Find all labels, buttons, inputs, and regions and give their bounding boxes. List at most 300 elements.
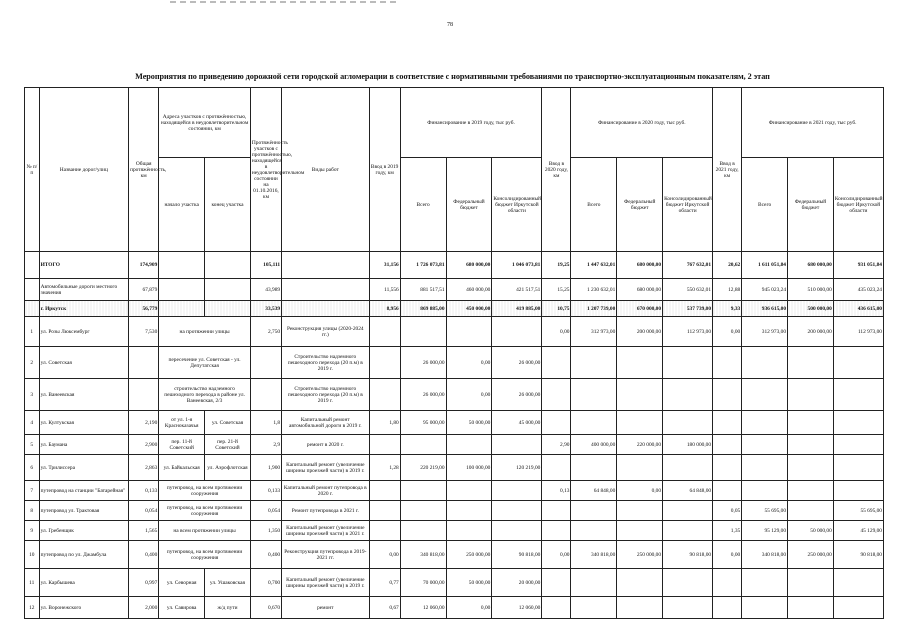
header-fin-2019: Финансирование в 2019 году, тыс руб.	[400, 88, 542, 158]
page-title: Мероприятия по приведению дорожной сети городской агломерации в соответствие с нормативными требованиями по транспортно-эксплуатационным показателям, 2 этап	[135, 72, 770, 81]
input-2019: 1,80	[369, 411, 400, 435]
works-type	[282, 301, 369, 317]
header-federal-2020: Федеральный бюджет	[617, 158, 663, 252]
total-2019	[400, 501, 446, 521]
consolidated-2021	[833, 455, 883, 481]
consolidated-2019: 419 885,00	[492, 301, 542, 317]
section-end: ул. Советская	[205, 411, 251, 435]
header-works: Виды работ	[282, 88, 369, 252]
federal-2021	[788, 569, 834, 597]
header-total-2019: Всего	[400, 158, 446, 252]
input-2020: 19,25	[542, 252, 571, 279]
works-type: Строительство надземного пешеходного перехода (20 п.м) в 2019 г.	[282, 347, 369, 379]
roads-table	[24, 87, 884, 619]
section-address: путепровод, на всем протяжении сооружения	[159, 481, 251, 501]
header-consolidated-2020: Консолидированный бюджет Иркутской области	[663, 158, 713, 252]
road-name: Автомобильные дороги местного значения	[39, 279, 129, 301]
input-2020: 10,75	[542, 301, 571, 317]
works-type: Капитальный ремонт путепровода в 2020 г.	[282, 481, 369, 501]
table-row	[25, 279, 884, 301]
total-2021	[742, 411, 788, 435]
input-2019: 0,00	[369, 541, 400, 569]
bad-length: 105,111	[250, 252, 281, 279]
total-2021: 55 695,00	[742, 501, 788, 521]
section-end: ул. Аэрофлотская	[205, 455, 251, 481]
row-number: 6	[25, 455, 40, 481]
federal-2019: 100 000,00	[446, 455, 492, 481]
section-start: ул. Савирова	[159, 597, 205, 619]
input-2020: 2,90	[542, 435, 571, 455]
consolidated-2019: 26 000,00	[492, 347, 542, 379]
input-2019	[369, 317, 400, 347]
section-end	[205, 252, 251, 279]
road-name: ул. Воронежского	[39, 597, 129, 619]
consolidated-2021	[833, 435, 883, 455]
consolidated-2021	[833, 597, 883, 619]
consolidated-2020: 112 973,00	[663, 317, 713, 347]
federal-2019	[446, 435, 492, 455]
total-2019	[400, 521, 446, 541]
input-2021: 20,62	[713, 252, 742, 279]
total-length: 2,863	[129, 455, 159, 481]
header-num: № п/п	[25, 88, 40, 252]
total-2020	[571, 597, 617, 619]
table-row	[25, 435, 884, 455]
total-length: 174,909	[129, 252, 159, 279]
consolidated-2021	[833, 569, 883, 597]
road-name: путепровод ул. Трактовая	[39, 501, 129, 521]
federal-2021: 500 000,00	[788, 301, 834, 317]
federal-2020	[617, 521, 663, 541]
table-row	[25, 411, 884, 435]
total-length: 0,133	[129, 481, 159, 501]
row-number: 12	[25, 597, 40, 619]
total-2021	[742, 481, 788, 501]
consolidated-2020	[663, 455, 713, 481]
consolidated-2019	[492, 501, 542, 521]
total-length	[129, 379, 159, 411]
federal-2021	[788, 455, 834, 481]
table-body	[25, 252, 884, 619]
table-row	[25, 501, 884, 521]
federal-2019	[446, 501, 492, 521]
header-input-2021: Ввод в 2021 году, км	[713, 88, 742, 252]
bad-length: 0,133	[250, 481, 281, 501]
header-federal-2021: Федеральный бюджет	[788, 158, 834, 252]
row-number: 11	[25, 569, 40, 597]
header-total-2020: Всего	[571, 158, 617, 252]
federal-2020	[617, 347, 663, 379]
table-row	[25, 347, 884, 379]
input-2020: 0,00	[542, 541, 571, 569]
total-length: 0,997	[129, 569, 159, 597]
federal-2021	[788, 379, 834, 411]
federal-2020: 680 000,00	[617, 279, 663, 301]
header-fin-2021: Финансирование в 2021 году, тыс руб.	[742, 88, 884, 158]
consolidated-2019: 90 818,00	[492, 541, 542, 569]
federal-2020	[617, 597, 663, 619]
federal-2019: 0,00	[446, 597, 492, 619]
input-2019	[369, 481, 400, 501]
row-number: 2	[25, 347, 40, 379]
road-name: ул. Ванеевская	[39, 379, 129, 411]
header-end: конец участка	[205, 158, 251, 252]
works-type: Капитальный ремонт (увеличение ширины проезжей части) в 2019 г.	[282, 455, 369, 481]
bad-length: 2,750	[250, 317, 281, 347]
input-2019	[369, 435, 400, 455]
scan-artifact	[170, 1, 400, 3]
row-number: 1	[25, 317, 40, 347]
total-2019	[400, 481, 446, 501]
input-2021	[713, 481, 742, 501]
total-2021	[742, 435, 788, 455]
federal-2020: 200 000,00	[617, 317, 663, 347]
section-start: ул. Севорная	[159, 569, 205, 597]
works-type: Строительство надземного пешеходного перехода (20 п.м) в 2019 г.	[282, 379, 369, 411]
works-type	[282, 252, 369, 279]
bad-length: 0,700	[250, 569, 281, 597]
input-2019: 1,28	[369, 455, 400, 481]
federal-2020	[617, 569, 663, 597]
federal-2021	[788, 597, 834, 619]
works-type: Капитальный ремонт (увеличение ширины проезжей части) в 2019 г.	[282, 569, 369, 597]
header-input-2020: Ввод в 2020 году, км	[542, 88, 571, 252]
federal-2021: 510 000,00	[788, 279, 834, 301]
total-2021: 936 615,00	[742, 301, 788, 317]
federal-2019	[446, 317, 492, 347]
consolidated-2021	[833, 379, 883, 411]
bad-length: 0,400	[250, 541, 281, 569]
input-2020: 0,13	[542, 481, 571, 501]
row-number: 3	[25, 379, 40, 411]
section-end: пер. 21-й Советский	[205, 435, 251, 455]
total-length: 1,565	[129, 521, 159, 541]
consolidated-2020: 90 818,00	[663, 541, 713, 569]
total-length: 2,190	[129, 411, 159, 435]
total-2020	[571, 411, 617, 435]
total-2020	[571, 521, 617, 541]
total-2021: 95 129,00	[742, 521, 788, 541]
row-number: 7	[25, 481, 40, 501]
road-name: ул. Розы Люксембург	[39, 317, 129, 347]
section-end	[205, 279, 251, 301]
consolidated-2020: 767 632,01	[663, 252, 713, 279]
section-address: пересечение ул. Советская - ул. Депутатская	[159, 347, 251, 379]
input-2020: 0,00	[542, 317, 571, 347]
road-name: ул. Гребенщик	[39, 521, 129, 541]
consolidated-2020: 64 848,00	[663, 481, 713, 501]
total-2020: 64 848,00	[571, 481, 617, 501]
input-2019: 31,156	[369, 252, 400, 279]
input-2021	[713, 435, 742, 455]
road-name: ул. Култукская	[39, 411, 129, 435]
header-input-2019: Ввод в 2019 году, км	[369, 88, 400, 252]
table-row	[25, 455, 884, 481]
section-address: путепровод, на всем протяжении сооружения	[159, 541, 251, 569]
consolidated-2020: 180 000,00	[663, 435, 713, 455]
federal-2020	[617, 411, 663, 435]
total-2019: 869 885,00	[400, 301, 446, 317]
consolidated-2019	[492, 521, 542, 541]
input-2019	[369, 521, 400, 541]
bad-length	[250, 379, 281, 411]
federal-2021: 200 000,00	[788, 317, 834, 347]
total-2021	[742, 455, 788, 481]
road-name: путепровод по ул. Джамбула	[39, 541, 129, 569]
section-start	[159, 301, 205, 317]
total-2021: 1 611 051,84	[742, 252, 788, 279]
federal-2020	[617, 379, 663, 411]
total-2019: 12 060,00	[400, 597, 446, 619]
consolidated-2019: 421 517,51	[492, 279, 542, 301]
federal-2021	[788, 411, 834, 435]
total-2020: 400 000,00	[571, 435, 617, 455]
total-2020	[571, 347, 617, 379]
consolidated-2020: 537 739,00	[663, 301, 713, 317]
table-row	[25, 379, 884, 411]
section-end	[205, 301, 251, 317]
consolidated-2019	[492, 435, 542, 455]
table-row	[25, 569, 884, 597]
header-fin-2020: Финансирование в 2020 году, тыс руб.	[571, 88, 713, 158]
consolidated-2019: 12 060,00	[492, 597, 542, 619]
federal-2020: 680 000,00	[617, 252, 663, 279]
federal-2020: 0,00	[617, 481, 663, 501]
input-2019: 8,956	[369, 301, 400, 317]
federal-2019: 0,00	[446, 347, 492, 379]
bad-length: 1,8	[250, 411, 281, 435]
consolidated-2019: 1 046 073,81	[492, 252, 542, 279]
road-name: ул. Советская	[39, 347, 129, 379]
input-2020: 15,25	[542, 279, 571, 301]
input-2019	[369, 501, 400, 521]
total-2021: 945 023,24	[742, 279, 788, 301]
input-2021	[713, 379, 742, 411]
consolidated-2019: 120 219,00	[492, 455, 542, 481]
page-number: 78	[447, 22, 453, 28]
row-number	[25, 252, 40, 279]
works-type: Капитальный ремонт (увеличение ширины проезжей части) в 2021 г.	[282, 521, 369, 541]
table-row	[25, 481, 884, 501]
bad-length: 43,989	[250, 279, 281, 301]
header-address-group: Адреса участков с протяжённостью, находящейся в неудовлетворительном состоянии, км	[159, 88, 251, 158]
table-row	[25, 597, 884, 619]
header-start: начало участка	[159, 158, 205, 252]
federal-2021: 680 000,00	[788, 252, 834, 279]
input-2021	[713, 597, 742, 619]
total-2019: 26 000,00	[400, 379, 446, 411]
row-number: 5	[25, 435, 40, 455]
federal-2019	[446, 481, 492, 501]
consolidated-2020: 550 632,01	[663, 279, 713, 301]
total-2019: 220 219,00	[400, 455, 446, 481]
header-bad-length: Протяжённость участков с протяжённостью, находящейся в неудовлетворительном состоянии на 01.10.2016, км	[250, 88, 281, 252]
input-2021: 0,00	[713, 541, 742, 569]
consolidated-2021: 112 973,00	[833, 317, 883, 347]
consolidated-2020	[663, 569, 713, 597]
federal-2019: 0,00	[446, 379, 492, 411]
works-type: ремонт в 2020 г.	[282, 435, 369, 455]
federal-2019: 680 000,00	[446, 252, 492, 279]
total-2019: 340 818,00	[400, 541, 446, 569]
table-row	[25, 301, 884, 317]
input-2021	[713, 455, 742, 481]
input-2020	[542, 597, 571, 619]
consolidated-2021: 435 023,24	[833, 279, 883, 301]
row-number	[25, 279, 40, 301]
total-2020: 1 447 632,01	[571, 252, 617, 279]
federal-2020: 670 000,00	[617, 301, 663, 317]
input-2020	[542, 411, 571, 435]
total-2019	[400, 317, 446, 347]
total-2019	[400, 435, 446, 455]
works-type	[282, 279, 369, 301]
consolidated-2019	[492, 481, 542, 501]
total-length: 2,900	[129, 435, 159, 455]
header-name: Название дорог/улиц	[39, 88, 129, 252]
table-row	[25, 317, 884, 347]
input-2021	[713, 347, 742, 379]
total-2020: 312 973,00	[571, 317, 617, 347]
federal-2021	[788, 501, 834, 521]
input-2020	[542, 347, 571, 379]
section-start: от ул. 1-я Красноказачья	[159, 411, 205, 435]
total-2021	[742, 569, 788, 597]
federal-2019	[446, 521, 492, 541]
total-2021	[742, 379, 788, 411]
section-start	[159, 279, 205, 301]
total-length: 67,879	[129, 279, 159, 301]
consolidated-2019: 26 000,00	[492, 379, 542, 411]
bad-length: 1,350	[250, 521, 281, 541]
federal-2021	[788, 481, 834, 501]
table-row	[25, 541, 884, 569]
consolidated-2021: 90 818,00	[833, 541, 883, 569]
consolidated-2020	[663, 521, 713, 541]
consolidated-2020	[663, 347, 713, 379]
input-2020	[542, 501, 571, 521]
input-2020	[542, 521, 571, 541]
consolidated-2019: 45 000,00	[492, 411, 542, 435]
consolidated-2021: 55 695,00	[833, 501, 883, 521]
road-name: г. Иркутск	[39, 301, 129, 317]
input-2021	[713, 569, 742, 597]
road-name: ул. Баумана	[39, 435, 129, 455]
total-2019: 26 000,00	[400, 347, 446, 379]
federal-2020: 220 000,00	[617, 435, 663, 455]
total-2020	[571, 379, 617, 411]
federal-2020	[617, 501, 663, 521]
row-number	[25, 301, 40, 317]
section-start	[159, 252, 205, 279]
input-2021: 0,05	[713, 501, 742, 521]
section-start: пер. 11-й Советский	[159, 435, 205, 455]
federal-2020	[617, 455, 663, 481]
row-number: 8	[25, 501, 40, 521]
road-name: ул. Трилиссера	[39, 455, 129, 481]
input-2019: 0,67	[369, 597, 400, 619]
consolidated-2020	[663, 379, 713, 411]
row-number: 4	[25, 411, 40, 435]
bad-length: 0,670	[250, 597, 281, 619]
road-name: ИТОГО	[39, 252, 129, 279]
total-2019: 95 000,00	[400, 411, 446, 435]
total-2020	[571, 569, 617, 597]
federal-2021	[788, 347, 834, 379]
consolidated-2020	[663, 501, 713, 521]
total-length: 7,530	[129, 317, 159, 347]
total-2020: 1 230 632,01	[571, 279, 617, 301]
section-end: ж/д пути	[205, 597, 251, 619]
total-2021: 340 818,00	[742, 541, 788, 569]
federal-2021	[788, 435, 834, 455]
section-address: на всем протяжении улицы	[159, 521, 251, 541]
bad-length: 1,900	[250, 455, 281, 481]
section-address: на протяжении улицы	[159, 317, 251, 347]
works-type: Ремонт путепровода в 2021 г.	[282, 501, 369, 521]
total-2020	[571, 501, 617, 521]
total-2019: 1 726 073,81	[400, 252, 446, 279]
total-2021	[742, 597, 788, 619]
consolidated-2021: 436 615,00	[833, 301, 883, 317]
table-header	[25, 88, 884, 252]
consolidated-2021	[833, 347, 883, 379]
total-length: 0,054	[129, 501, 159, 521]
header-consolidated-2019: Консолидированный бюджет Иркутской области	[492, 158, 542, 252]
section-start: ул. Байкальская	[159, 455, 205, 481]
section-address: строительство надземного пешеходного перехода в районе ул. Ванеевская, 2/3	[159, 379, 251, 411]
total-2020	[571, 455, 617, 481]
consolidated-2019	[492, 317, 542, 347]
table-row	[25, 252, 884, 279]
header-federal-2019: Федеральный бюджет	[446, 158, 492, 252]
federal-2019: 460 000,00	[446, 279, 492, 301]
header-length: Общая протяжённость, км	[129, 88, 159, 252]
input-2020	[542, 455, 571, 481]
input-2021: 9,33	[713, 301, 742, 317]
consolidated-2020	[663, 597, 713, 619]
input-2019: 11,556	[369, 279, 400, 301]
works-type: Капитальный ремонт автомобильной дороги в 2019 г.	[282, 411, 369, 435]
consolidated-2021: 931 051,84	[833, 252, 883, 279]
input-2021: 1,35	[713, 521, 742, 541]
total-2020: 340 818,00	[571, 541, 617, 569]
total-2020: 1 207 739,00	[571, 301, 617, 317]
federal-2019: 450 000,00	[446, 301, 492, 317]
total-2019: 70 000,00	[400, 569, 446, 597]
total-length: 56,779	[129, 301, 159, 317]
works-type: Реконструкция улицы (2020-2024 гг.)	[282, 317, 369, 347]
input-2021	[713, 411, 742, 435]
federal-2019: 250 000,00	[446, 541, 492, 569]
consolidated-2021: 45 129,00	[833, 521, 883, 541]
works-type: ремонт	[282, 597, 369, 619]
row-number: 9	[25, 521, 40, 541]
consolidated-2019: 20 000,00	[492, 569, 542, 597]
section-end: ул. Ушаковская	[205, 569, 251, 597]
consolidated-2021	[833, 411, 883, 435]
federal-2021: 250 000,00	[788, 541, 834, 569]
row-number: 10	[25, 541, 40, 569]
input-2020	[542, 569, 571, 597]
table-row	[25, 521, 884, 541]
consolidated-2021	[833, 481, 883, 501]
input-2019	[369, 379, 400, 411]
header-consolidated-2021: Консолидированный бюджет Иркутской области	[833, 158, 883, 252]
federal-2019: 50 000,00	[446, 411, 492, 435]
federal-2019: 50 000,00	[446, 569, 492, 597]
road-name: ул. Карбышева	[39, 569, 129, 597]
